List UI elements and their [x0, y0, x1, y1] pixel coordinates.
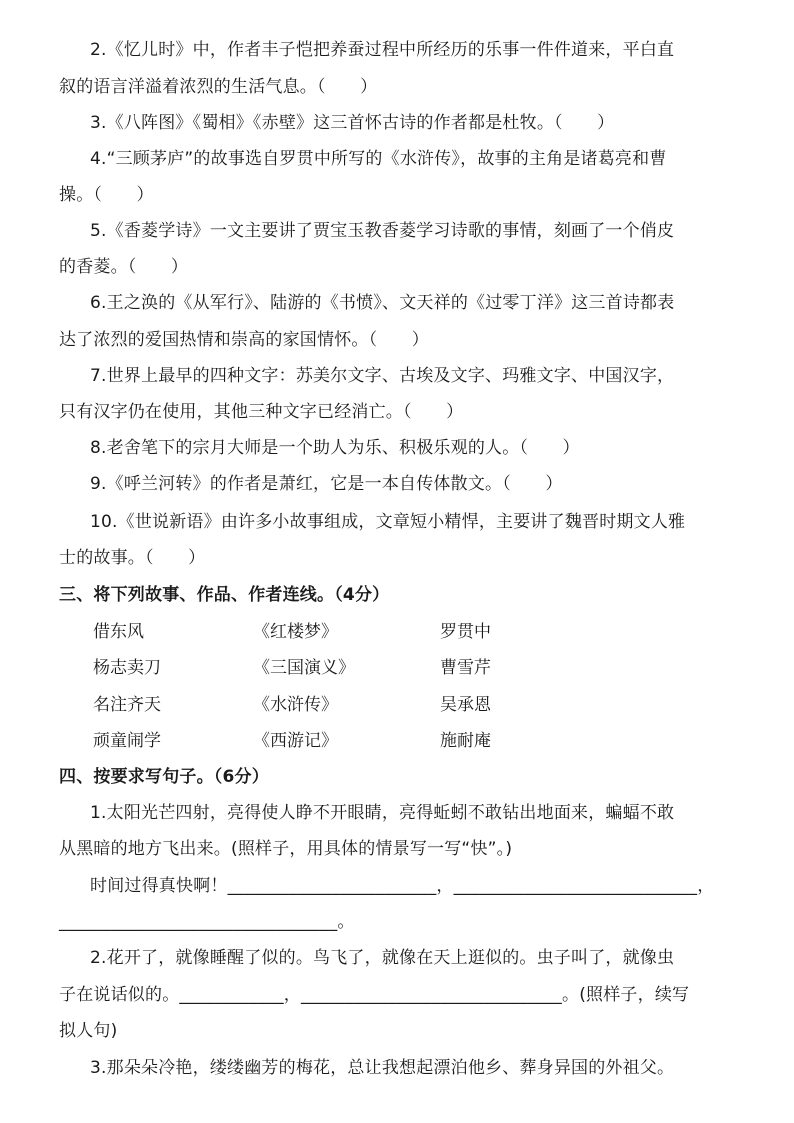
question-5-line-1: 5.《香菱学诗》一文主要讲了贾宝玉教香菱学习诗歌的事情，刻画了一个俏皮: [90, 221, 675, 241]
question-10-line-2: 士的故事。（ ）: [59, 548, 206, 568]
story-item: 顽童闹学: [93, 731, 161, 751]
question-5-line-2: 的香菱。（ ）: [59, 257, 189, 277]
story-item: 借东风: [93, 622, 144, 642]
section-4-q1-line-1: 1.太阳光芒四射，亮得使人睁不开眼睛，亮得蚯蚓不敢钻出地面来，蝙蝠不敢: [90, 803, 675, 823]
work-item: 《西游记》: [253, 731, 338, 751]
question-4-line-2: 操。（ ）: [59, 185, 154, 205]
section-4-q2-line-3: 拟人句): [59, 1021, 118, 1041]
question-10-line-1: 10.《世说新语》由许多小故事组成，文章短小精悍，主要讲了魏晋时期文人雅: [90, 512, 686, 532]
section-4-q1-line-2: 从黑暗的地方飞出来。(照样子，用具体的情景写一写“快”。): [59, 839, 513, 859]
work-item: 《三国演义》: [253, 658, 355, 678]
question-6-line-1: 6.王之涣的《从军行》、陆游的《书愤》、文天祥的《过零丁洋》这三首诗都表: [90, 293, 675, 313]
section-4-q3-line-1: 3.那朵朵冷艳，缕缕幽芳的梅花，总让我想起漂泊他乡、葬身异国的外祖父。: [90, 1058, 675, 1078]
question-7-line-2: 只有汉字仍在使用，其他三种文字已经消亡。（ ）: [59, 402, 464, 422]
story-item: 杨志卖刀: [93, 658, 161, 678]
section-4-q1-answer-line-1: 时间过得真快啊！________________________，____________________________，: [90, 876, 715, 896]
question-2-line-2: 叙的语言洋溢着浓烈的生活气息。（ ）: [59, 77, 378, 97]
section-3-heading: 三、将下列故事、作品、作者连线。（4分）: [59, 585, 390, 605]
question-6-line-2: 达了浓烈的爱国热情和崇高的家国情怀。（ ）: [59, 330, 429, 350]
question-2-line-1: 2.《忆儿时》中，作者丰子恺把养蚕过程中所经历的乐事一件件道来，平白直: [90, 40, 675, 60]
section-4-heading: 四、按要求写句子。（6分）: [59, 767, 269, 787]
author-item: 曹雪芹: [440, 658, 491, 678]
work-item: 《红楼梦》: [253, 622, 338, 642]
question-8: 8.老舍笔下的宗月大师是一个助人为乐、积极乐观的人。（ ）: [90, 438, 580, 458]
section-4-q2-line-1: 2.花开了，就像睡醒了似的。鸟飞了，就像在天上逛似的。虫子叫了，就像虫: [90, 948, 675, 968]
question-3: 3.《八阵图》《蜀相》《赤壁》这三首怀古诗的作者都是杜牧。（ ）: [90, 113, 615, 133]
question-7-line-1: 7.世界上最早的四种文字：苏美尔文字、古埃及文字、玛雅文字、中国汉字，: [90, 366, 675, 386]
question-4-line-1: 4.“三顾茅庐”的故事选自罗贯中所写的《水浒传》，故事的主角是诸葛亮和曹: [90, 149, 667, 169]
section-4-q2-line-2: 子在说话似的。____________，______________________________。(照样子，续写: [59, 985, 690, 1005]
work-item: 《水浒传》: [253, 695, 338, 715]
section-4-q1-answer-line-2: ________________________________。: [59, 912, 355, 932]
author-item: 施耐庵: [440, 731, 491, 751]
question-9: 9.《呼兰河转》的作者是萧红，它是一本自传体散文。（ ）: [90, 474, 563, 494]
author-item: 罗贯中: [440, 622, 491, 642]
story-item: 名注齐天: [93, 695, 161, 715]
author-item: 吴承恩: [440, 695, 491, 715]
